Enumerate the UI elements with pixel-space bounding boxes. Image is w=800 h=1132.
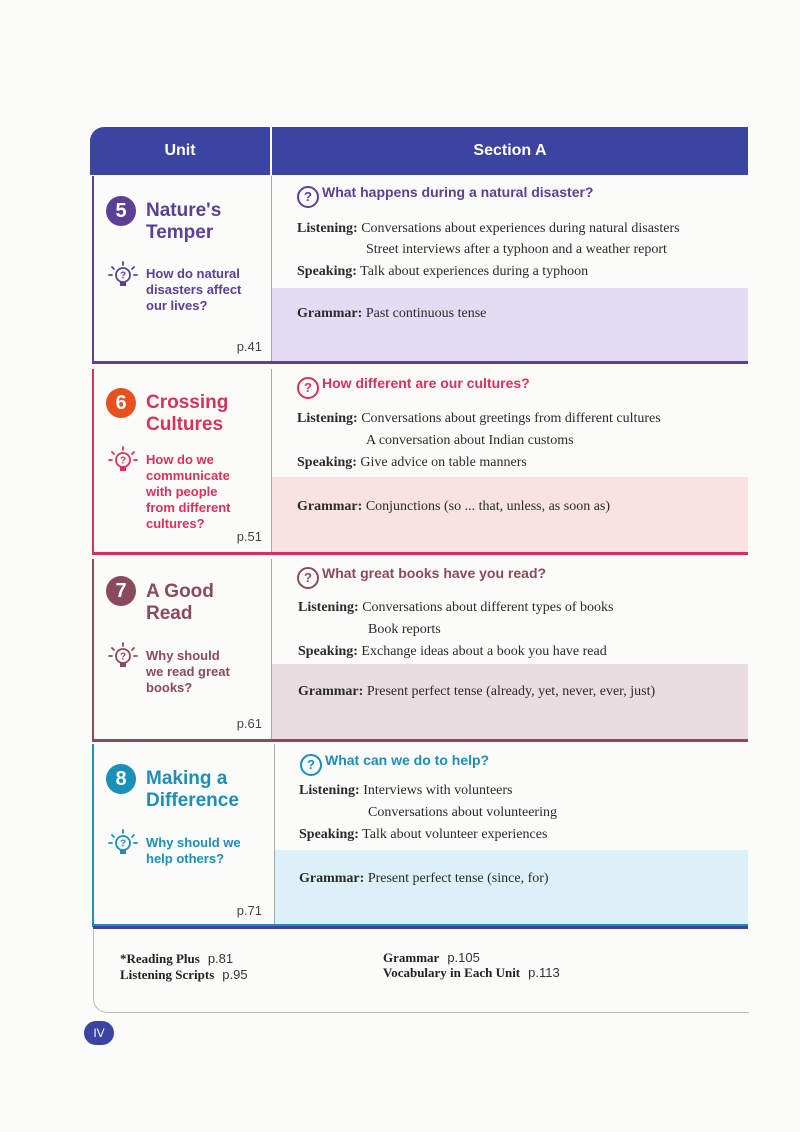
footer-grammar[interactable] — [383, 950, 480, 966]
grammar-item: Conjunctions (so ... that, unless, as soon as) — [365, 499, 611, 514]
section-question-text: What can we do to help? — [325, 752, 490, 768]
unit-title — [146, 200, 221, 244]
unit-title — [146, 768, 239, 812]
unit-page-link[interactable]: p.51 — [236, 529, 262, 544]
unit-title-line: Difference — [146, 790, 239, 811]
listening-label: Listening: — [297, 411, 358, 426]
unit-question-line: cultures? — [146, 516, 205, 531]
unit-question-line: disasters affect — [146, 282, 242, 297]
unit-title-line: Temper — [146, 222, 214, 243]
row-bottom-bar — [92, 361, 748, 364]
unit-title-line: A Good — [146, 581, 214, 602]
unit-question-line: communicate — [146, 468, 230, 483]
listening-line — [298, 600, 614, 616]
speaking-label: Speaking: — [297, 455, 357, 470]
row-left-bar — [92, 176, 94, 364]
speaking-label: Speaking: — [297, 264, 357, 279]
speaking-item: Give advice on table manners — [360, 455, 527, 470]
grammar-box — [272, 664, 748, 739]
footer-label: *Reading Plus — [120, 951, 200, 966]
svg-text:?: ? — [119, 455, 127, 467]
listening-line — [368, 805, 557, 821]
footer-reading-plus[interactable] — [120, 951, 233, 967]
grammar-line — [299, 871, 549, 887]
listening-item: A conversation about Indian customs — [366, 433, 574, 448]
unit-number-badge: 6 — [106, 388, 136, 418]
listening-line — [297, 221, 680, 237]
speaking-line — [297, 264, 588, 280]
unit-number-badge: 5 — [106, 196, 136, 226]
unit-row-7 — [92, 559, 748, 742]
unit-question — [146, 266, 260, 314]
section-question-text: What great books have you read? — [322, 565, 547, 581]
lightbulb-question-icon — [108, 828, 138, 858]
section-question-text: What happens during a natural disaster? — [322, 184, 594, 200]
footer-page: p.95 — [222, 967, 248, 982]
lightbulb-question-icon — [108, 641, 138, 671]
header-section-label: Section A — [473, 142, 547, 159]
speaking-label: Speaking: — [298, 644, 358, 659]
unit-question-line: How do we — [146, 452, 214, 467]
unit-row-5 — [92, 176, 748, 364]
grammar-line — [297, 306, 486, 322]
header-unit-label: Unit — [164, 142, 196, 159]
table-header — [90, 127, 748, 175]
unit-question-line: Why should — [146, 648, 220, 663]
speaking-item: Talk about experiences during a typhoon — [360, 264, 589, 279]
unit-number-badge: 8 — [106, 764, 136, 794]
unit-row-6 — [92, 369, 748, 555]
grammar-item: Present perfect tense (since, for) — [367, 871, 549, 886]
grammar-label: Grammar: — [297, 499, 363, 514]
unit-page-link[interactable]: p.41 — [236, 339, 262, 354]
svg-text:?: ? — [119, 651, 127, 663]
question-magnifier-icon: ? — [300, 754, 322, 776]
footer-label: Grammar — [383, 950, 440, 965]
unit-question-line: with people — [146, 484, 218, 499]
section-question — [300, 752, 489, 776]
row-bottom-bar — [92, 739, 748, 742]
section-question — [297, 565, 546, 589]
svg-text:?: ? — [119, 838, 127, 850]
unit-question — [146, 835, 260, 867]
unit-question-line: from different — [146, 500, 231, 515]
page-number-badge: IV — [84, 1021, 114, 1045]
unit-question-line: we read great — [146, 664, 230, 679]
footer-listening-scripts[interactable] — [120, 967, 248, 983]
grammar-item: Past continuous tense — [365, 306, 487, 321]
speaking-line — [297, 455, 527, 471]
section-question — [297, 184, 593, 208]
footer-vocabulary[interactable] — [383, 965, 560, 981]
speaking-label: Speaking: — [299, 827, 359, 842]
unit-question-line: books? — [146, 680, 193, 695]
listening-label: Listening: — [299, 783, 360, 798]
listening-line — [366, 433, 574, 449]
unit-question-line: How do natural — [146, 266, 240, 281]
grammar-item: Present perfect tense (already, yet, never, ever, just) — [366, 684, 656, 699]
listening-line — [368, 622, 441, 638]
unit-title — [146, 392, 228, 436]
speaking-item: Talk about volunteer experiences — [362, 827, 548, 842]
listening-label: Listening: — [297, 221, 358, 236]
footer-label: Listening Scripts — [120, 967, 215, 982]
listening-item: Conversations about different types of books — [362, 600, 614, 615]
section-question — [297, 375, 530, 399]
listening-item: Street interviews after a typhoon and a weather report — [366, 242, 667, 257]
section-question-text: How different are our cultures? — [322, 375, 530, 391]
speaking-item: Exchange ideas about a book you have read — [361, 644, 607, 659]
unit-row-8 — [92, 744, 748, 927]
listening-line — [366, 242, 667, 258]
lightbulb-question-icon — [108, 445, 138, 475]
question-magnifier-icon: ? — [297, 377, 319, 399]
listening-item: Conversations about volunteering — [368, 805, 557, 820]
unit-question-line: Why should we — [146, 835, 241, 850]
grammar-line — [297, 499, 610, 515]
footer-page: p.113 — [528, 965, 560, 980]
unit-title-line: Crossing — [146, 392, 229, 413]
unit-question — [146, 452, 260, 532]
lightbulb-question-icon — [108, 260, 138, 290]
footer-label: Vocabulary in Each Unit — [383, 965, 521, 980]
listening-item: Conversations about experiences during natural disasters — [361, 221, 680, 236]
listening-item: Interviews with volunteers — [363, 783, 513, 798]
listening-line — [299, 783, 512, 799]
grammar-box — [275, 850, 748, 924]
speaking-line — [299, 827, 547, 843]
footer-page: p.81 — [207, 951, 234, 966]
grammar-label: Grammar: — [298, 684, 364, 699]
listening-label: Listening: — [298, 600, 359, 615]
grammar-line — [298, 684, 655, 700]
svg-text:?: ? — [119, 270, 127, 282]
unit-page-link[interactable]: p.61 — [236, 716, 262, 731]
unit-title-line: Nature's — [146, 200, 222, 221]
question-magnifier-icon: ? — [297, 186, 319, 208]
unit-title-line: Read — [146, 603, 193, 624]
unit-title-line: Making a — [146, 768, 228, 789]
footer-top-rule — [93, 926, 748, 929]
unit-question — [146, 648, 260, 696]
speaking-line — [298, 644, 607, 660]
grammar-label: Grammar: — [297, 306, 363, 321]
unit-question-line: help others? — [146, 851, 225, 866]
footer-page: p.105 — [447, 950, 480, 965]
row-left-bar — [92, 559, 94, 742]
listening-line — [297, 411, 661, 427]
row-left-bar — [92, 369, 94, 555]
listening-item: Book reports — [368, 622, 441, 637]
unit-title-line: Cultures — [146, 414, 224, 435]
grammar-label: Grammar: — [299, 871, 365, 886]
unit-question-line: our lives? — [146, 298, 208, 313]
row-left-bar — [92, 744, 94, 927]
row-bottom-bar — [92, 552, 748, 555]
listening-item: Conversations about greetings from different cultures — [361, 411, 661, 426]
grammar-box — [272, 288, 748, 361]
unit-title — [146, 581, 214, 625]
question-magnifier-icon: ? — [297, 567, 319, 589]
unit-page-link[interactable]: p.71 — [236, 903, 262, 918]
unit-number-badge: 7 — [106, 576, 136, 606]
